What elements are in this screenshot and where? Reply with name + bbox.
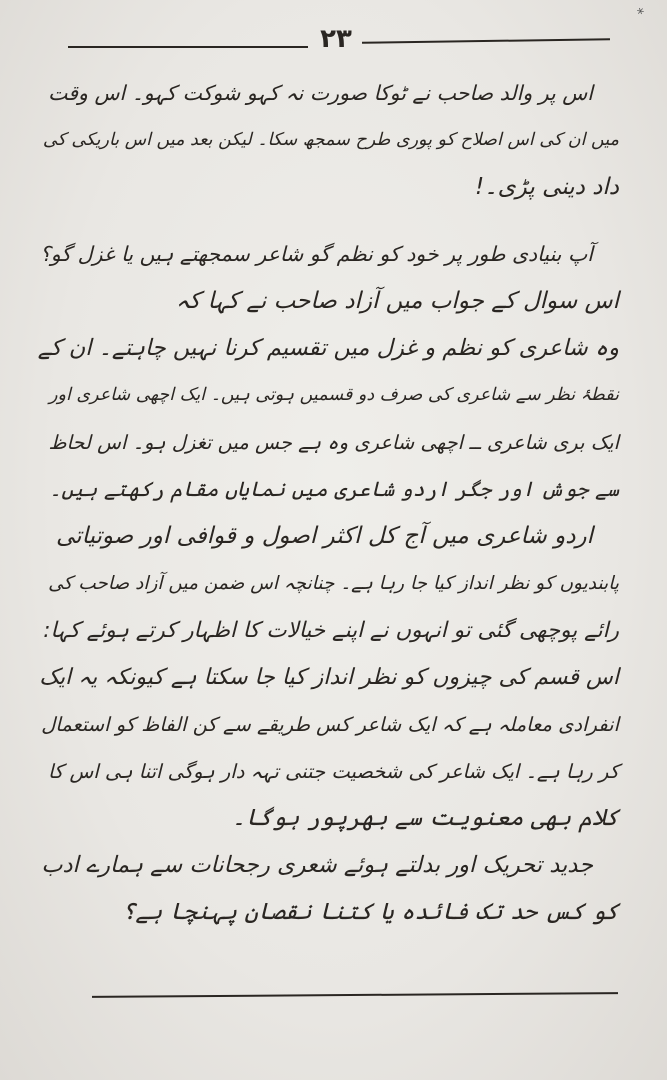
header-rule-right [362,38,610,43]
text-line: داد دینی پڑی۔! [474,174,619,200]
text-line: کلام بھی معنویت سے بھرپور ہوگا۔ [232,805,619,831]
text-line: جدید تحریک اور بدلتے ہوئے شعری رجحانات سے ہمارے ادب [41,852,593,878]
paragraph [37,513,619,842]
text-line: نقطۂ نظر سے شاعری کی صرف دو قسمیں ہوتی ہیں۔ ایک اچھی شاعری اور [49,385,619,405]
text-line: انفرادی معاملہ ہے کہ ایک شاعر کس طریقے سے کن الفاظ کو استعمال [41,713,619,736]
question [37,842,619,936]
text-line: اس پر والد صاحب نے ٹوکا صورت نہ کہو شوکت کہو۔ اس وقت [48,81,593,105]
text-line: ایک بری شاعری ــ اچھی شاعری وہ ہے جس میں تغزل ہو۔ اس لحاظ [48,431,619,454]
text-line: اس قسم کی چیزوں کو نظر انداز کیا جا سکتا ہے کیونکہ یہ ایک [39,665,619,690]
text-line: وہ شاعری کو نظم و غزل میں تقسیم کرنا نہیں چاہتے۔ ان کے [37,335,619,361]
text-line: رائے پوچھی گئی تو انہوں نے اپنے خیالات کا اظہار کرتے ہوئے کہا: [43,618,619,643]
header-rule-left [68,46,308,48]
text-line: کو کس حد تک فائدہ یا کتنا نقصان پہنچا ہے؟ [121,899,619,925]
corner-mark: * [635,5,648,23]
footer-rule [92,992,618,998]
question [37,231,619,325]
text-line: اس سوال کے جواب میں آزاد صاحب نے کہا کہ [175,288,619,314]
paragraph [37,325,619,513]
text-line: پابندیوں کو نظر انداز کیا جا رہا ہے۔ چنانچہ اس ضمن میں آزاد صاحب کی [48,573,619,594]
paragraph [37,70,619,211]
text-line: آپ بنیادی طور پر خود کو نظم گو شاعر سمجھتے ہیں یا غزل گو؟ [39,242,593,266]
text-line: میں ان کی اس اصلاح کو پوری طرح سمجھ سکا۔ لیکن بعد میں اس باریکی کی [42,130,619,150]
page-text [37,70,619,936]
text-line: اردو شاعری میں آج کل اکثر اصول و قوافی اور صوتیاتی [56,523,593,549]
text-line: سے جوش اور جگر اردو شاعری میں نمایاں مقام رکھتے ہیں۔ [49,477,619,501]
page-number: ۲۳ [320,24,352,54]
text-line: کر رہا ہے۔ ایک شاعر کی شخصیت جتنی تہہ دار ہوگی اتنا ہی اس کا [48,760,619,783]
